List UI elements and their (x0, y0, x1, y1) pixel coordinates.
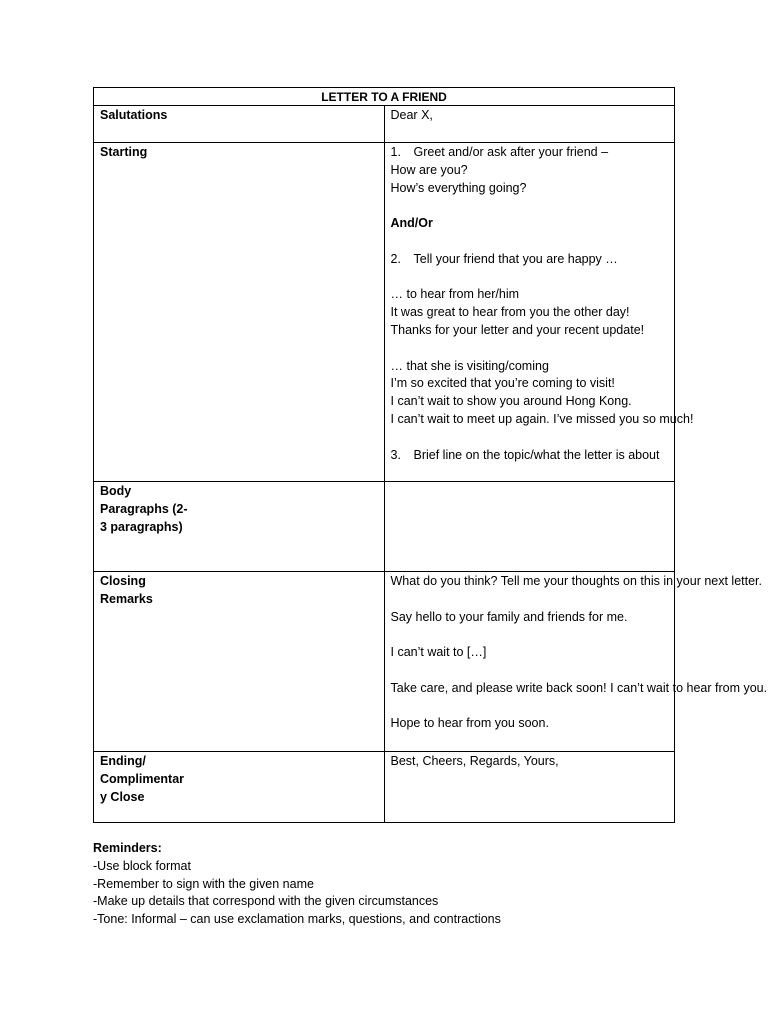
reminders-heading: Reminders: (93, 841, 162, 855)
example-line: I can’t wait to meet up again. I’ve missed you so much! (390, 411, 694, 426)
row-content-body (384, 482, 675, 572)
starting-item-2 (391, 251, 669, 269)
starting-item-1 (391, 144, 669, 162)
row-label-salutations: Salutations (94, 106, 385, 143)
item-number: 1. (390, 145, 401, 159)
label-line: Ending/ (100, 754, 146, 768)
item-text: Greet and/or ask after your friend – (413, 145, 609, 159)
row-content-salutations: Dear X, (384, 106, 675, 143)
label-line: Remarks (100, 591, 153, 606)
example-line: Hope to hear from you soon. (390, 716, 549, 731)
table-row-ending (94, 752, 675, 823)
example-line: Say hello to your family and friends for me. (390, 609, 628, 624)
example-line: I’m so excited that you’re coming to visit! (390, 376, 615, 391)
reminders-section (93, 840, 501, 929)
label-line: Closing (100, 574, 146, 588)
label-line: Complimentar (100, 771, 185, 786)
starting-item-3 (391, 447, 669, 465)
reminder-item: -Remember to sign with the given name (93, 876, 314, 891)
row-content-ending: Best, Cheers, Regards, Yours, (384, 752, 675, 823)
example-line: How’s everything going? (390, 180, 527, 195)
example-line: It was great to hear from you the other day! (390, 305, 630, 320)
row-content-starting (384, 143, 694, 482)
example-line: I can’t wait to show you around Hong Kong. (390, 394, 632, 409)
row-label-body (94, 482, 385, 572)
sub-heading-visit: … that she is visiting/coming (390, 358, 549, 373)
row-content-closing (384, 572, 768, 752)
title-row (94, 88, 675, 106)
label-line: Body (100, 484, 132, 498)
reminder-item: -Make up details that correspond with the given circumstances (93, 894, 439, 909)
example-line: I can’t wait to […] (390, 645, 487, 660)
example-line: What do you think? Tell me your thoughts on this in your next letter. (390, 574, 763, 588)
table-title: LETTER TO A FRIEND (94, 88, 675, 106)
table-row-starting (94, 143, 675, 482)
item-number: 3. (390, 447, 401, 462)
sub-heading-hear: … to hear from her/him (390, 287, 520, 302)
label-line: Paragraphs (2- (100, 501, 188, 516)
row-label-closing (94, 572, 385, 752)
table-row-closing (94, 572, 675, 752)
label-line: 3 paragraphs) (100, 519, 183, 534)
and-or-heading: And/Or (390, 216, 433, 231)
table-row-body (94, 482, 675, 572)
reminder-item: -Use block format (93, 858, 191, 873)
item-text: Brief line on the topic/what the letter is about (413, 447, 660, 462)
label-line: y Close (100, 789, 145, 804)
example-line: Take care, and please write back soon! I can’t wait to hear from you. (390, 680, 768, 695)
letter-template-table (93, 87, 768, 823)
example-line: How are you? (390, 162, 468, 177)
reminder-item: -Tone: Informal – can use exclamation marks, questions, and contractions (93, 912, 501, 927)
table-row-salutations (94, 106, 675, 143)
row-label-starting: Starting (94, 143, 385, 482)
item-text: Tell your friend that you are happy … (413, 251, 618, 266)
item-number: 2. (390, 251, 401, 266)
example-line: Thanks for your letter and your recent update! (390, 322, 645, 337)
row-label-ending (94, 752, 385, 823)
